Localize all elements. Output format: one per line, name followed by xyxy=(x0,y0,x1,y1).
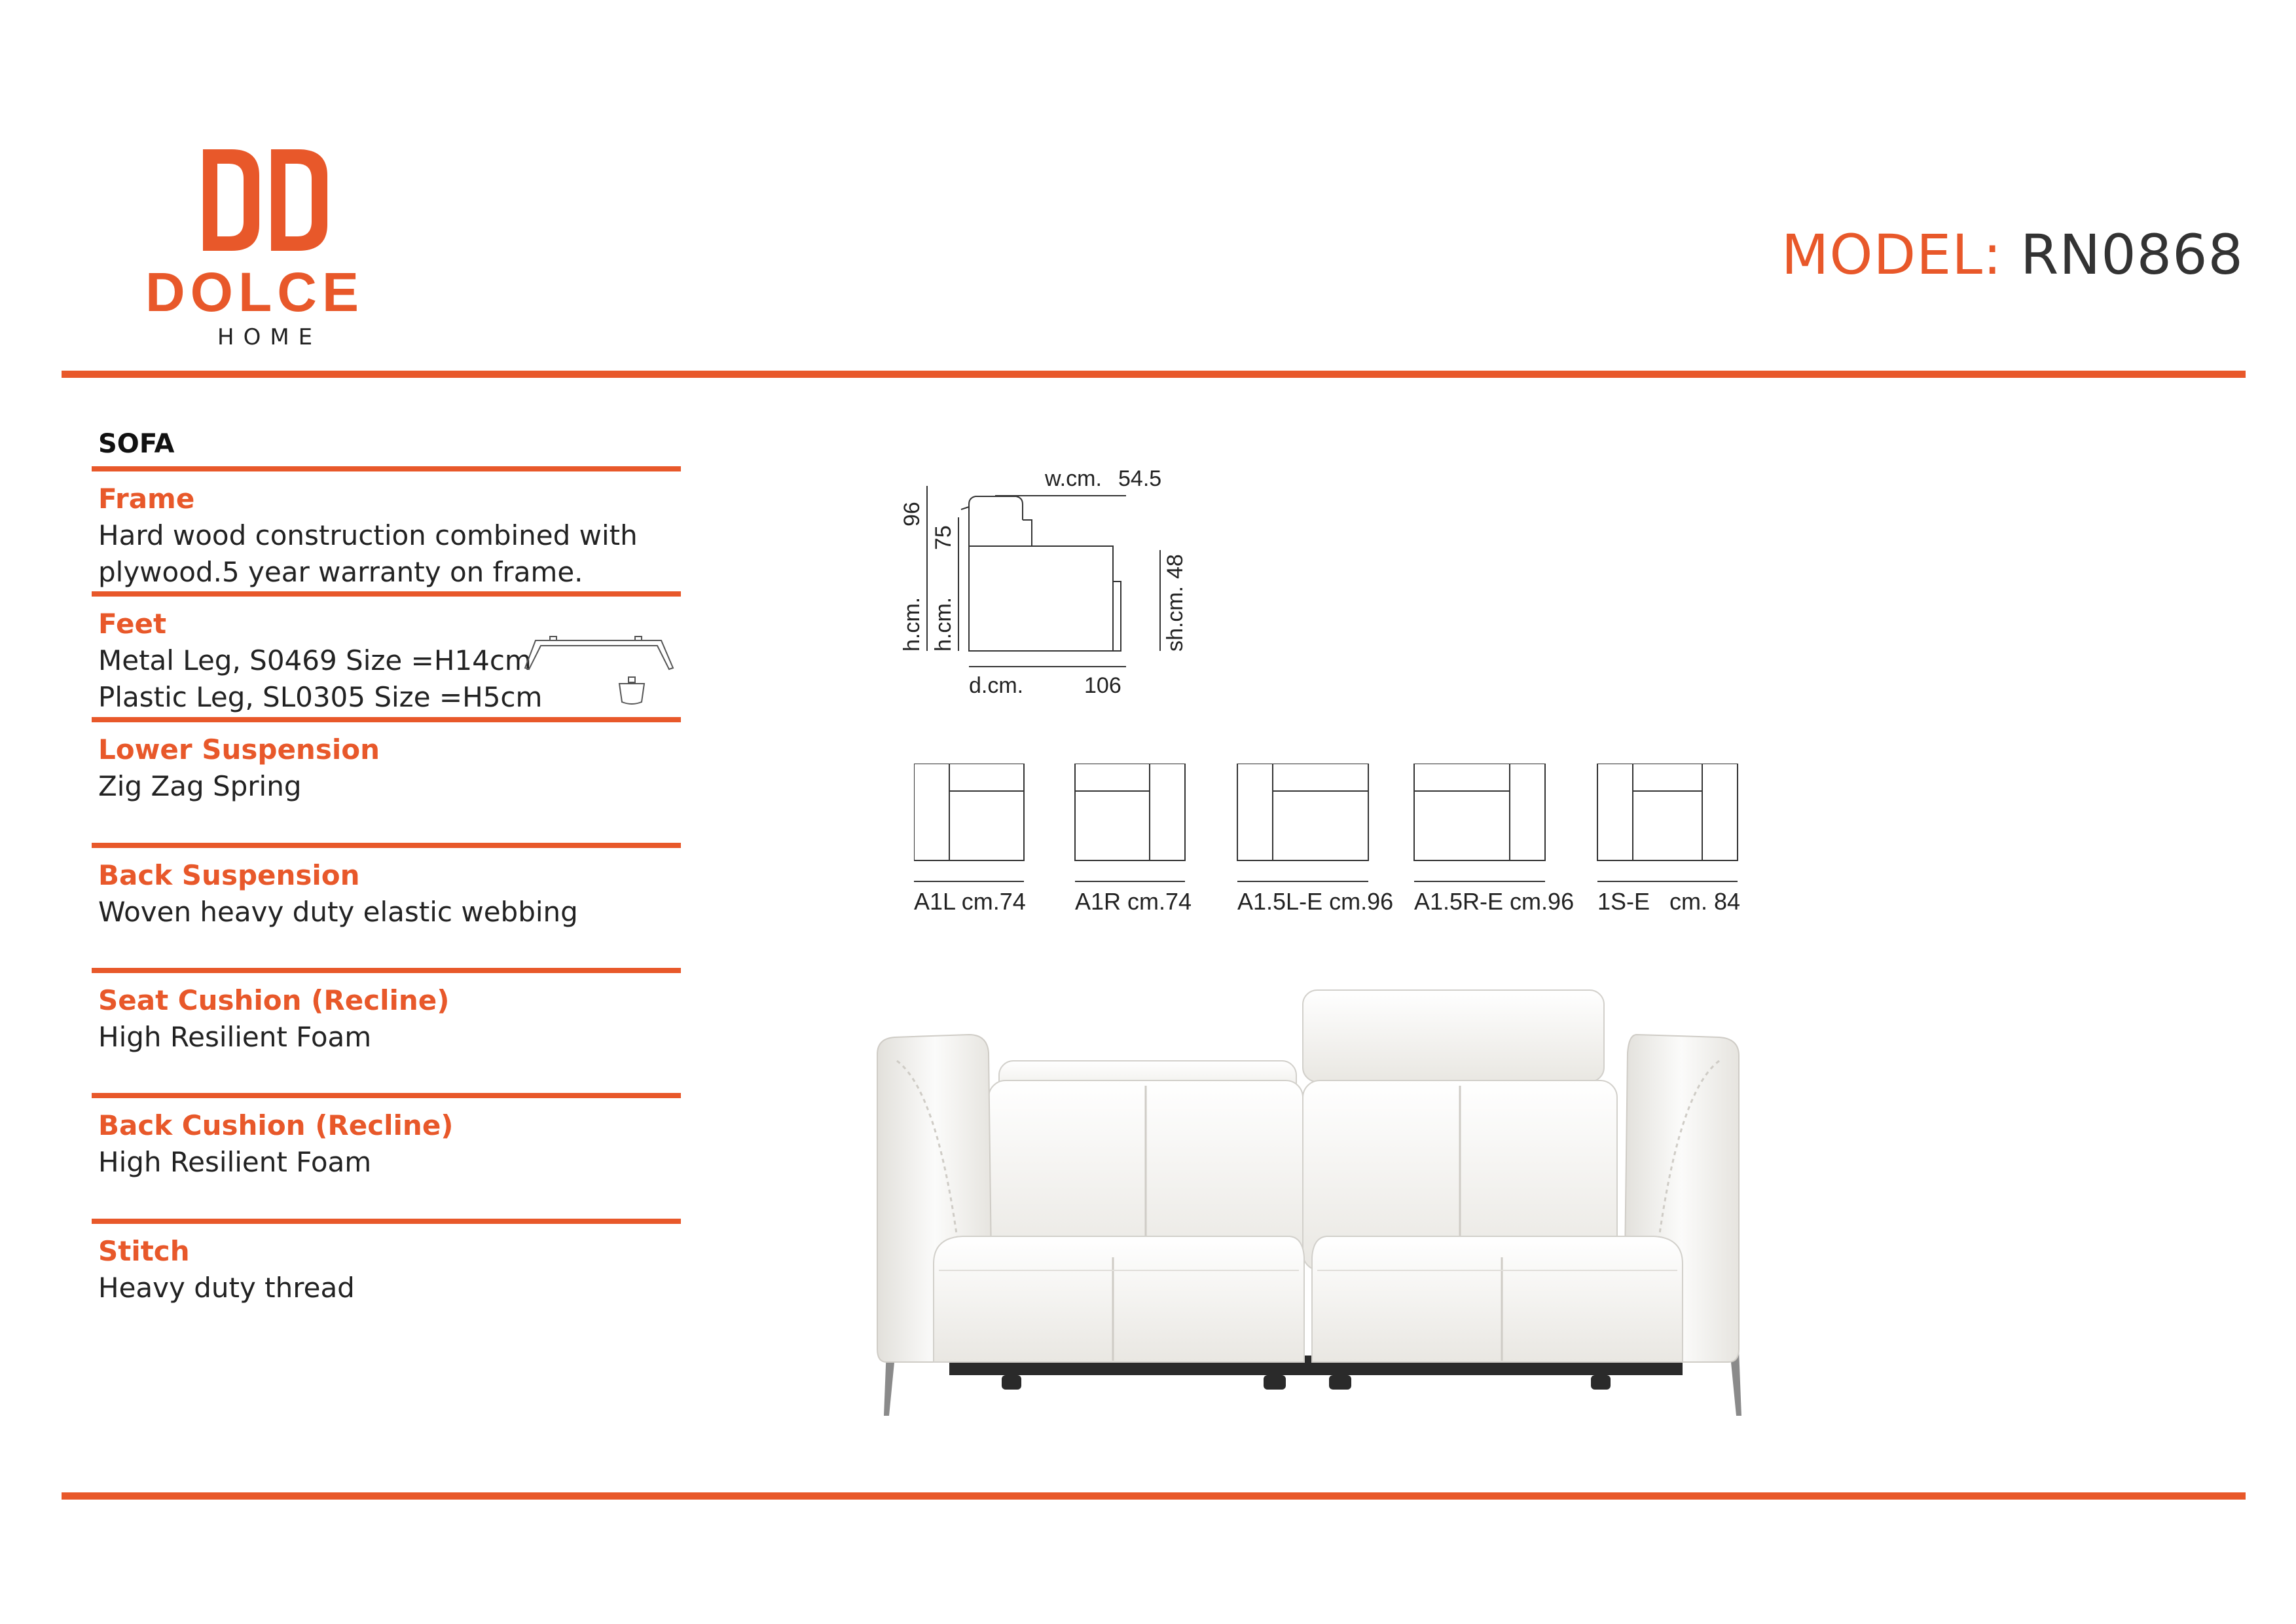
seat-height-value: 48 xyxy=(1163,554,1188,579)
brand-name: DOLCE xyxy=(145,261,364,323)
spec-back-suspension xyxy=(92,843,681,931)
model-label: MODEL: xyxy=(1781,223,2003,287)
logo-mark-icon xyxy=(203,149,327,251)
spec-divider xyxy=(92,466,681,471)
spec-heading: Feet xyxy=(98,608,167,640)
depth-label: d.cm. xyxy=(969,673,1024,698)
spec-line: Zig Zag Spring xyxy=(98,770,302,802)
spec-heading: Back Cushion (Recline) xyxy=(98,1109,454,1141)
model-value: RN0868 xyxy=(2020,223,2244,287)
total-height-label: h.cm. xyxy=(900,597,924,652)
spec-frame xyxy=(92,466,681,591)
spec-divider xyxy=(92,717,681,722)
spec-back-cushion xyxy=(92,1093,681,1181)
spec-stitch xyxy=(92,1219,681,1306)
module-label-a15l: A1.5L-E cm.96 xyxy=(1237,888,1394,915)
module-label-a1l: A1L cm.74 xyxy=(914,888,1026,915)
spec-line: plywood.5 year warranty on frame. xyxy=(98,556,583,588)
spec-line: Hard wood construction combined with xyxy=(98,519,638,551)
spec-line: Heavy duty thread xyxy=(98,1272,355,1304)
spec-line: High Resilient Foam xyxy=(98,1146,372,1178)
back-height-value: 75 xyxy=(931,525,956,550)
spec-heading: Frame xyxy=(98,483,195,515)
spec-divider xyxy=(92,1219,681,1224)
spec-seat-cushion xyxy=(92,968,681,1056)
bottom-divider xyxy=(62,1492,2246,1500)
sofa-product-image xyxy=(871,982,1761,1428)
module-label-a1r: A1R cm.74 xyxy=(1075,888,1192,915)
spec-divider xyxy=(92,1093,681,1098)
spec-heading: Stitch xyxy=(98,1235,190,1267)
plastic-leg-icon xyxy=(615,676,648,707)
spec-line: High Resilient Foam xyxy=(98,1021,372,1053)
spec-divider xyxy=(92,968,681,973)
back-height-label: h.cm. xyxy=(931,597,956,652)
spec-lower-suspension xyxy=(92,717,681,805)
module-label-a15r: A1.5R-E cm.96 xyxy=(1414,888,1575,915)
metal-leg-icon xyxy=(524,635,676,674)
spec-line: Metal Leg, S0469 Size =H14cm xyxy=(98,644,532,676)
spec-heading: Lower Suspension xyxy=(98,733,380,766)
depth-value: 106 xyxy=(1084,673,1121,698)
brand-subtitle: HOME xyxy=(217,324,322,350)
spec-line: Plastic Leg, SL0305 Size =H5cm xyxy=(98,681,543,713)
spec-line: Woven heavy duty elastic webbing xyxy=(98,896,578,928)
total-height-value: 96 xyxy=(900,502,924,526)
width-label: w.cm. xyxy=(1045,466,1102,491)
spec-heading: Seat Cushion (Recline) xyxy=(98,984,450,1016)
model-heading xyxy=(1781,223,2244,287)
product-type: SOFA xyxy=(98,429,175,459)
spec-divider xyxy=(92,591,681,597)
module-label-1se: 1S-E cm. 84 xyxy=(1597,888,1741,915)
module-top-views xyxy=(914,764,1752,888)
side-view-dimension-diagram xyxy=(864,458,1218,707)
seat-height-label: sh.cm. xyxy=(1163,585,1188,652)
spec-heading: Back Suspension xyxy=(98,859,360,891)
width-value: 54.5 xyxy=(1118,466,1162,491)
top-divider xyxy=(62,371,2246,378)
spec-divider xyxy=(92,843,681,848)
